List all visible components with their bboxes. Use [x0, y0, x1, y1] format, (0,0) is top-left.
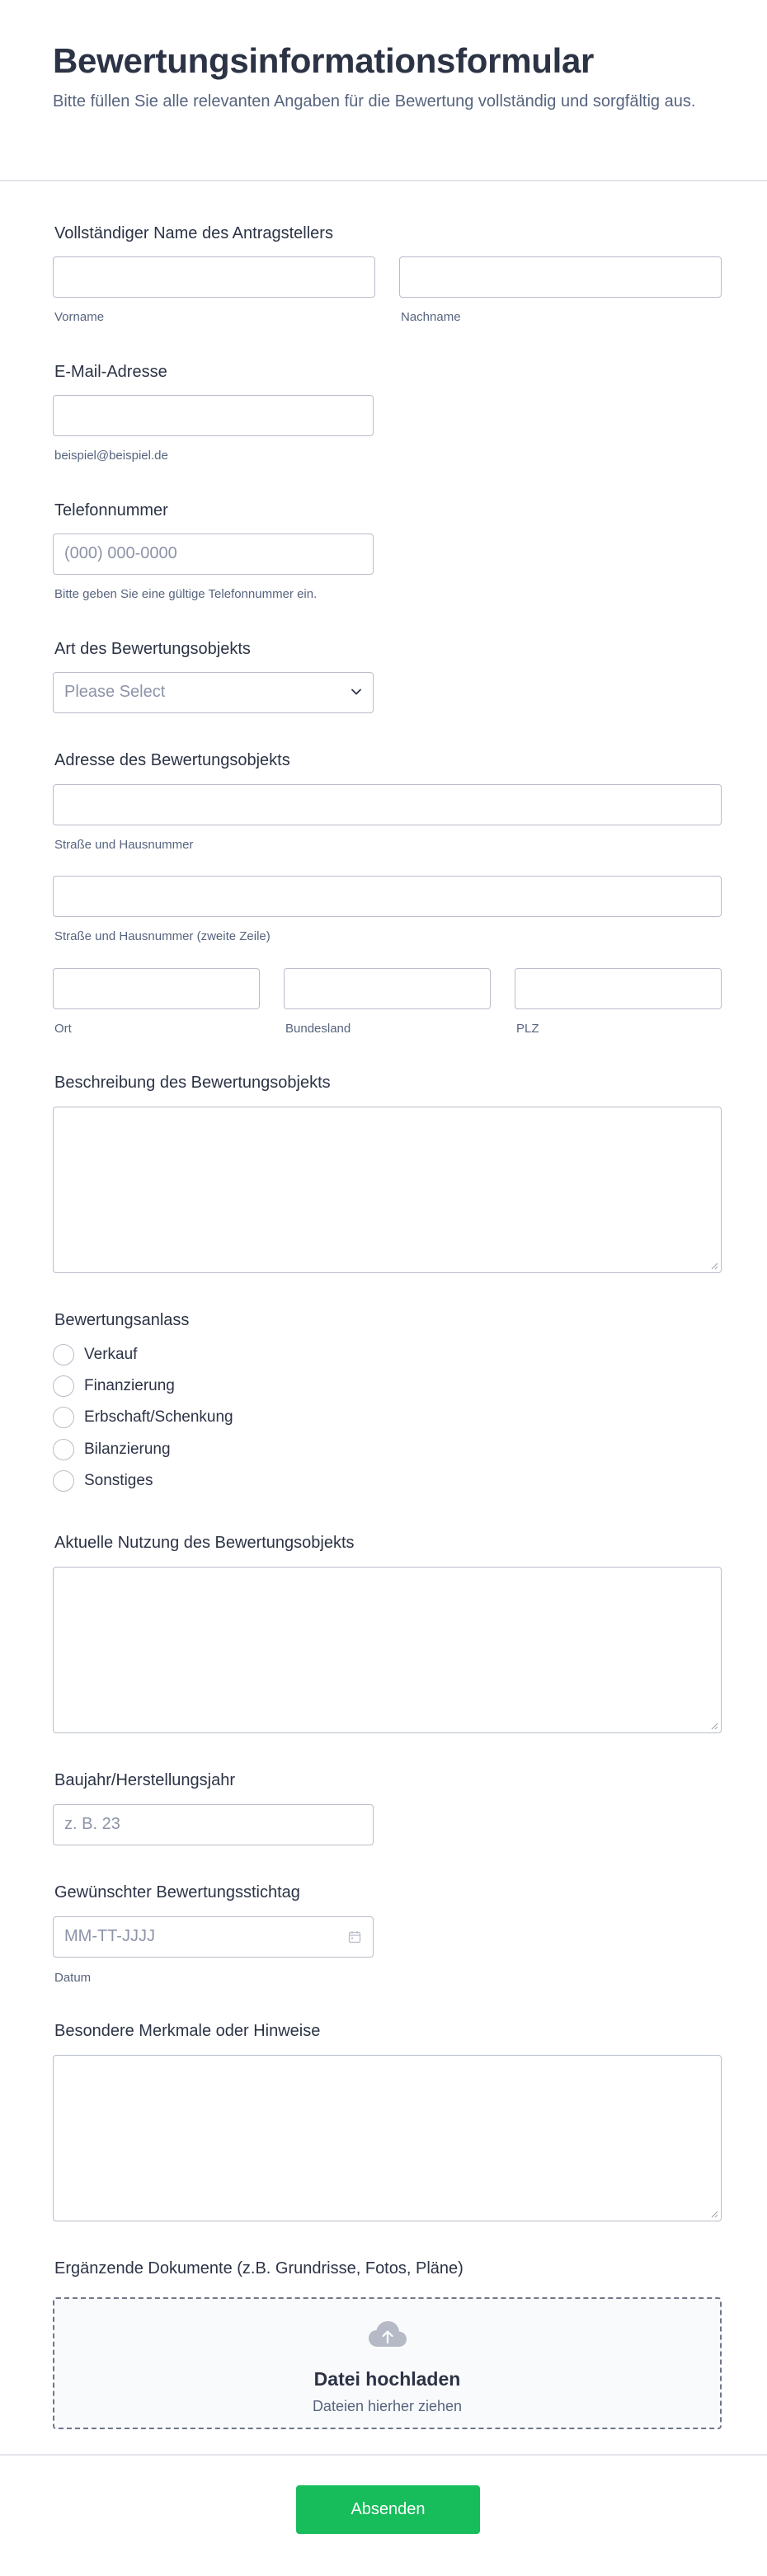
- email-input[interactable]: [53, 395, 374, 436]
- usage-textarea[interactable]: [53, 1567, 722, 1733]
- email-sublabel: beispiel@beispiel.de: [54, 449, 168, 463]
- object-type-placeholder: Please Select: [64, 683, 166, 701]
- file-upload-dropzone[interactable]: [53, 2297, 722, 2429]
- submit-button[interactable]: Absenden: [296, 2485, 480, 2534]
- page-title: Bewertungsinformationsformular: [53, 41, 595, 80]
- resize-handle-icon[interactable]: [710, 2210, 718, 2218]
- city-input[interactable]: [53, 968, 260, 1009]
- date-input[interactable]: [53, 1916, 374, 1958]
- radio-label: Finanzierung: [84, 1377, 175, 1394]
- last-name-input[interactable]: [399, 256, 722, 298]
- phone-placeholder: (000) 000-0000: [64, 544, 177, 562]
- zip-input[interactable]: [515, 968, 722, 1009]
- street-input[interactable]: [53, 784, 722, 825]
- notes-textarea[interactable]: [53, 2055, 722, 2221]
- city-sublabel: Ort: [54, 1022, 72, 1036]
- phone-label: Telefonnummer: [54, 501, 168, 519]
- description-textarea[interactable]: [53, 1107, 722, 1273]
- documents-label: Ergänzende Dokumente (z.B. Grundrisse, Fotos, Pläne): [54, 2259, 463, 2278]
- phone-sublabel: Bitte geben Sie eine gültige Telefonnummer ein.: [54, 587, 318, 601]
- radio-label: Verkauf: [84, 1346, 138, 1363]
- object-type-select[interactable]: [53, 672, 374, 713]
- radio-button[interactable]: [53, 1344, 74, 1366]
- state-sublabel: Bundesland: [285, 1022, 351, 1036]
- occasion-label: Bewertungsanlass: [54, 1311, 190, 1329]
- radio-label: Bilanzierung: [84, 1441, 171, 1458]
- page-subtitle: Bitte füllen Sie alle relevanten Angaben für die Bewertung vollständig und sorgfältig aus.: [53, 92, 696, 110]
- form-header: [0, 0, 767, 181]
- street-sublabel: Straße und Hausnummer: [54, 838, 194, 852]
- cloud-upload-icon: [368, 2320, 407, 2348]
- description-label: Beschreibung des Bewertungsobjekts: [54, 1074, 331, 1092]
- year-label: Baujahr/Herstellungsjahr: [54, 1771, 236, 1789]
- email-label: E-Mail-Adresse: [54, 363, 167, 381]
- date-sublabel: Datum: [54, 1971, 92, 1985]
- radio-button[interactable]: [53, 1470, 74, 1492]
- radio-button[interactable]: [53, 1375, 74, 1397]
- street2-input[interactable]: [53, 876, 722, 917]
- notes-label: Besondere Merkmale oder Hinweise: [54, 2022, 321, 2040]
- chevron-down-icon: [351, 689, 361, 695]
- first-name-input[interactable]: [53, 256, 375, 298]
- zip-sublabel: PLZ: [516, 1022, 539, 1036]
- radio-label: Erbschaft/Schenkung: [84, 1408, 233, 1426]
- date-label: Gewünschter Bewertungsstichtag: [54, 1883, 300, 1901]
- year-input[interactable]: [53, 1804, 374, 1845]
- resize-handle-icon[interactable]: [710, 1722, 718, 1730]
- date-placeholder: MM-TT-JJJJ: [64, 1927, 155, 1945]
- upload-title: Datei hochladen: [313, 2368, 461, 2390]
- radio-label: Sonstiges: [84, 1472, 153, 1489]
- first-name-sublabel: Vorname: [54, 310, 105, 324]
- object-type-label: Art des Bewertungsobjekts: [54, 640, 251, 658]
- last-name-sublabel: Nachname: [401, 310, 461, 324]
- radio-button[interactable]: [53, 1439, 74, 1460]
- street2-sublabel: Straße und Hausnummer (zweite Zeile): [54, 929, 271, 943]
- name-label: Vollständiger Name des Antragstellers: [54, 224, 333, 242]
- usage-label: Aktuelle Nutzung des Bewertungsobjekts: [54, 1534, 355, 1552]
- footer-divider: [0, 2454, 767, 2456]
- radio-button[interactable]: [53, 1407, 74, 1428]
- address-label: Adresse des Bewertungsobjekts: [54, 751, 290, 769]
- year-placeholder: z. B. 23: [64, 1815, 120, 1833]
- state-input[interactable]: [284, 968, 491, 1009]
- upload-subtitle: Dateien hierher ziehen: [312, 2398, 463, 2414]
- phone-input[interactable]: [53, 534, 374, 575]
- resize-handle-icon[interactable]: [710, 1262, 718, 1270]
- calendar-icon[interactable]: [348, 1930, 361, 1944]
